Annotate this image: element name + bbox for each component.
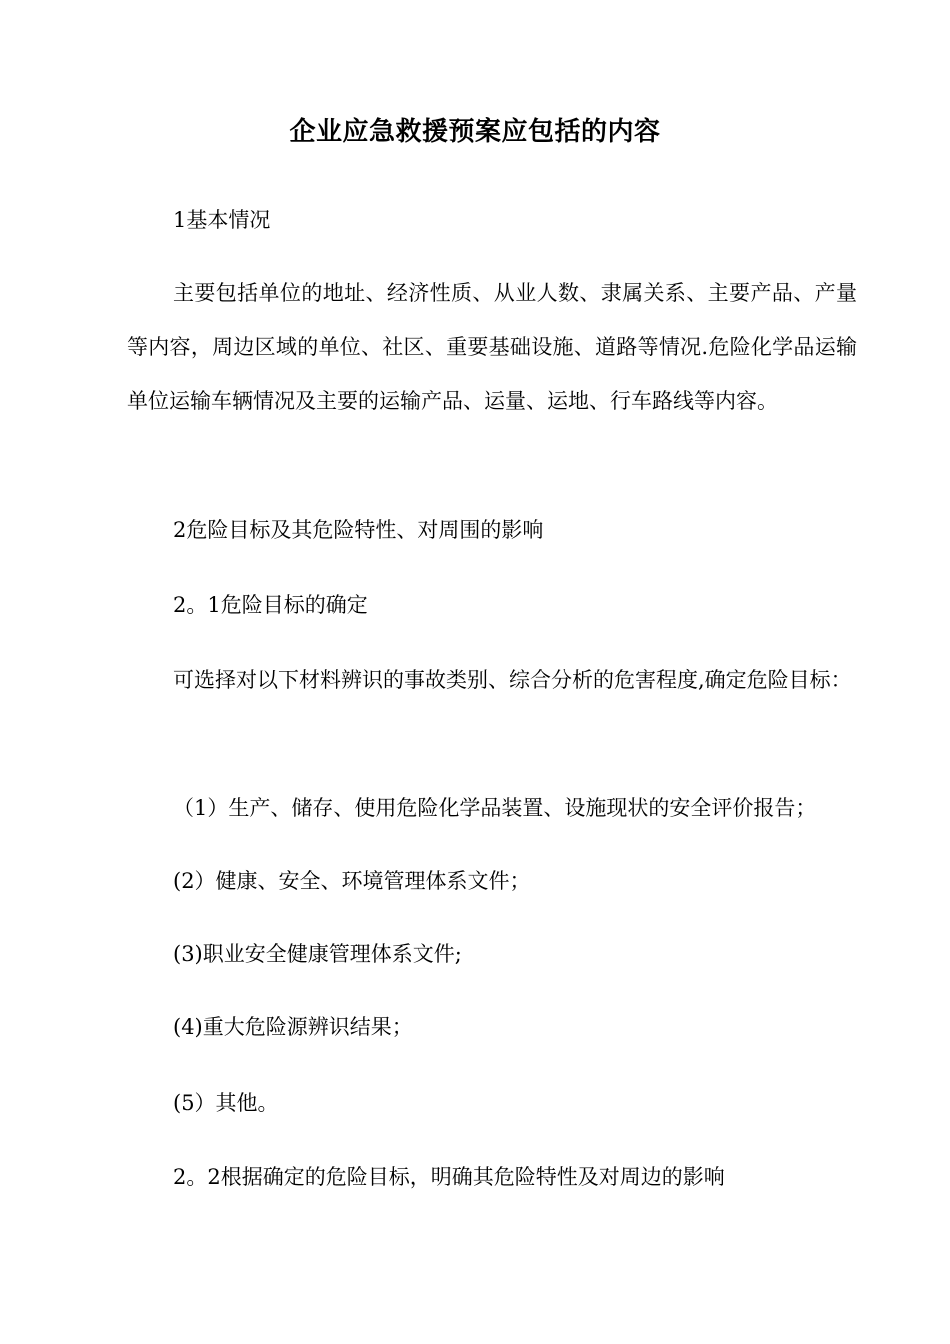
section-heading-hazard-targets: 2危险目标及其危险特性、对周围的影响 xyxy=(173,518,544,542)
paragraph-basic-info-body: 主要包括单位的地址、经济性质、从业人数、隶属关系、主要产品、产量等内容，周边区域的单位、社区、重要基础设施、道路等情况.危险化学品运输单位运输车辆情况及主要的运输产品、运量、运地、行车路线等内容。 xyxy=(127,281,857,413)
list-item-3: (3)职业安全健康管理体系文件; xyxy=(173,942,462,966)
subsection-heading-target-determination: 2。1危险目标的确定 xyxy=(173,593,368,617)
list-item-5: (5）其他。 xyxy=(173,1091,279,1115)
section-heading-basic-info: 1基本情况 xyxy=(173,208,271,232)
list-item-1: （1）生产、储存、使用危险化学品装置、设施现状的安全评价报告； xyxy=(173,796,817,820)
list-item-2: (2）健康、安全、环境管理体系文件； xyxy=(173,869,531,893)
paragraph-target-selection: 可选择对以下材料辨识的事故类别、综合分析的危害程度,确定危险目标： xyxy=(173,668,852,692)
subsection-heading-hazard-characteristics: 2。2根据确定的危险目标，明确其危险特性及对周边的影响 xyxy=(173,1165,725,1189)
list-item-4: (4)重大危险源辨识结果； xyxy=(173,1015,413,1039)
document-title: 企业应急救援预案应包括的内容 xyxy=(289,117,661,147)
